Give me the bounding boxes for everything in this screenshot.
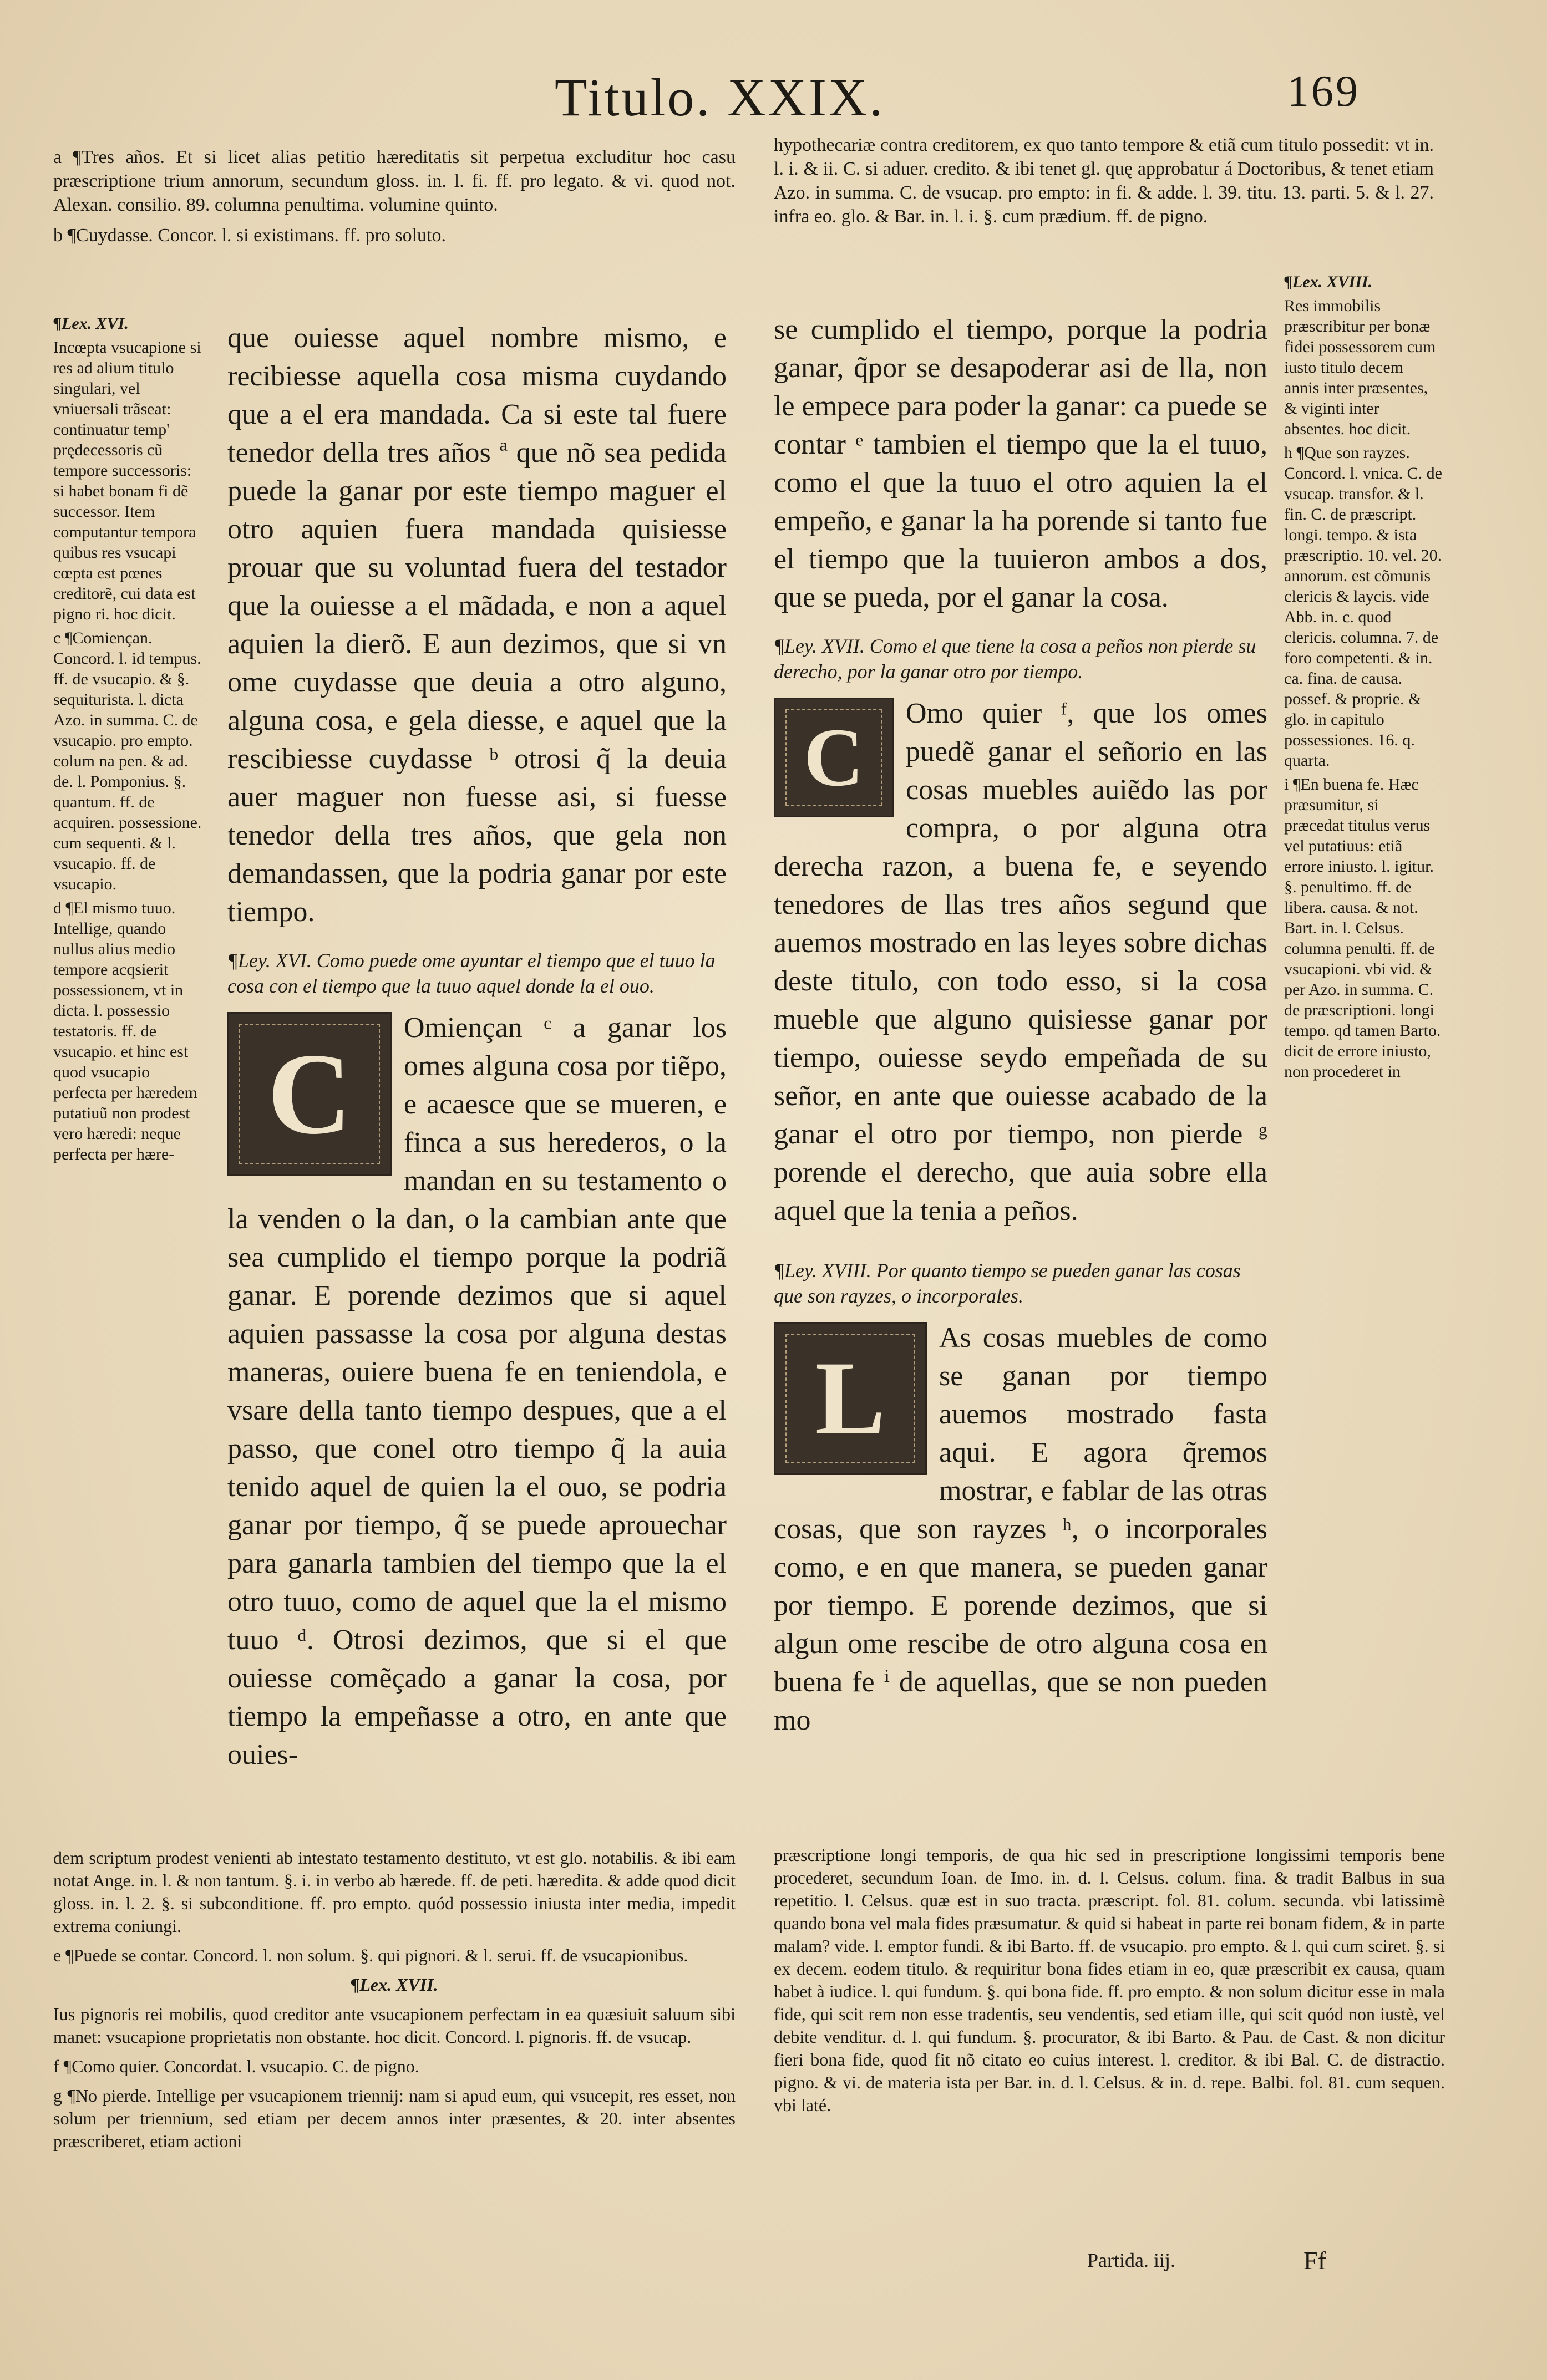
- top-gloss-right: hypothecariæ contra creditorem, ex quo tanto tempore & etiã cum titulo possedit: vt in. l. i. & ii. C. si aduer. credito. & ibi tenet gl. quę approbatur á Doctoribus, & tenet etiam Azo. in summa. C. de vsucap. pro empto: in fi. & adde. l. 39. titu. 13. parti. 5. & l. 27. infra eo. glo. & Bar. in. l. i. §. cum prædium. ff. de pigno.: [774, 135, 1434, 227]
- col1-paragraph-1: que ouiesse aquel nombre mismo, e recibiesse aquella cosa misma cuydando que a el era mandada. Ca si este tal fuere tenedor della tres años ª que nõ sea pedida puede la ganar por este tiempo maguer el otro aquien fuera mandada quisiesse prouar que su voluntad fuera del testador que la ouiesse a el mãdada, e non a aquel aquien la dierõ. E aun dezimos, que si vn ome cuydasse que deuia a otro alguno, alguna cosa, e gela diesse, e aquel que la rescibiesse cuydasse ᵇ otrosi q̃ la deuia auer maguer non fuesse asi, si fuesse tenedor della tres años, que gela non demandassen, que la podria ganar por este tiempo.: [227, 322, 727, 928]
- bottom-gloss-right: præscriptione longi temporis, de qua hic sed in prescriptione longissimi temporis bene procederet, secundum Ioan. de Imo. in. d. l. Celsus. colum. fina. & tradit Balbus in sua repetitio. l. Celsus. quæ est in suo tracta. præscript. fol. 81. colum. secunda. vbi latissimè quando bona vel mala fides præsumatur. & quid si habeat in parte rei bonam fidem, & in parte malam? vide. l. emptor fundi. & ibi Barto. ff. de vsucapio. pro empto. & l. qui cum sciret. §. si ex decem. eodem titulo. & requiritur bona fides etiam in eo, quæ præscribit ex causa, quam habet à iudice. l. qui fundum. §. qui bona fide. ff. pro empto. & non solum dicitur esse in mala fide, qui scit rem non esse tradentis, seu vendentis, sed etiam ille, qui scit quód non iustè, vel debite venditur. d. l. qui fundum. §. procurator, & ibi Barto. & Pau. de Cast. & non dicitur fieri bona fide, quod fit nõ citato eo cuius interest. l. creditor. & ibi Bal. C. de distractio. pigno. & vi. de materia ista per Bar. in. d. l. Celsus. & in. d. repe. Balbi. fol. 81. cum sequen. vbi laté.: [774, 1845, 1445, 2115]
- gloss-g: g ¶No pierde. Intellige per vsucapionem triennij: nam si apud eum, qui vsucepit, res esset, non solum per triennium, sed etiam per decem annos inter præsentes, & 20. inter absentes præscriberet, etiam actioni: [53, 2086, 736, 2151]
- left-margin-notes: [53, 313, 203, 1838]
- gloss-f: f ¶Como quier. Concordat. l. vsucapio. C. de pigno.: [53, 2056, 419, 2076]
- col2-paragraph-2: Omo quier ᶠ, que los omes puedẽ ganar el señorio en las cosas muebles auiẽdo las por compra, o por alguna otra derecha razon, a buena fe, e seyendo tenedores de llas tres años segund que auemos mostrado en las leyes sobre dichas deste titulo, con todo esso, si la cosa mueble que alguno quisiesse ganar por tiempo, ouiesse seydo empeñada de su señor, en ante que ouiesse acabado de la ganar el otro por tiempo, non pierde ᵍ porende el derecho, que auia sobre ella aquel que la tenia a peños.: [774, 698, 1267, 1227]
- col2-paragraph-1: se cumplido el tiempo, porque la podria ganar, q̃por se desapoderar asi de lla, non le empece para poder la ganar: ca puede se contar ᵉ tambien el tiempo que la el tuuo, como el que la tuuo el otro aquien la el empeño, e ganar la ha porende si tanto fue el tiempo que la tuuieron ambos a dos, que se pueda, por el ganar la cosa.: [774, 314, 1267, 613]
- gloss-c: c ¶Comiençan. Concord. l. id tempus. ff. de vsucapio. & §. sequiturista. l. dicta Azo. in summa. C. de vsucapio. pro empto. colum na pen. & ad. de. l. Pomponius. §. quantum. ff. de acquiren. possessione. cum sequenti. & l. vsucapio. ff. de vsucapio.: [53, 629, 202, 893]
- left-margin-rubric: ¶Lex. XVI.: [53, 314, 129, 333]
- gloss-e: e ¶Puede se contar. Concord. l. non solum. §. qui pignori. & l. serui. ff. de vsucapionibus.: [53, 1945, 688, 1965]
- gloss-b: b ¶Cuydasse. Concor. l. si existimans. ff. pro soluto.: [53, 225, 446, 246]
- col1-paragraph-2: Omiençan ᶜ a ganar los omes alguna cosa por tiẽpo, e acaesce que se mueren, e finca a sus herederos, o la mandan en su testamento o la venden o la dan, o la cambian ante que sea cumplido el tiempo porque la podriã ganar. E porende dezimos que si aquel aquien passasse la cosa por alguna destas maneras, ouiere buena fe en teniendola, e vsare della tanto tiempo despues, que a el passo, que conel otro tiempo q̃ la auia tenido aquel de quien la el ouo, se podria ganar por tiempo, q̃ se puede aprouechar para ganarla tambien del tiempo que la el otro tuuo, como de aquel que la el mismo tuuo ᵈ. Otrosi dezimos, que si el que ouiesse comẽçado a ganar la cosa, por tiempo la empeñasse a otro, en ante que ouies-: [227, 1012, 727, 1771]
- left-margin-summary: Incœpta vsucapione si res ad alium titulo singulari, vel vniuersali trãseat: continuatur temp' prędecessoris cũ tempore successoris: si habet bonam fi dẽ successor. Item computantur tempora quibus res vsucapi cœpta est pœnes creditorẽ, cui data est pigno ri. hoc dicit.: [53, 338, 201, 623]
- main-column-2: [774, 311, 1267, 1740]
- ley18-heading: ¶Ley. XVIII. Por quanto tiempo se pueden ganar las cosas que son rayzes, o incorporales.: [774, 1259, 1241, 1307]
- page-number: 169: [1287, 67, 1360, 116]
- gloss-i: i ¶En buena fe. Hæc præsumitur, si præcedat titulus verus vel putatiuus: etiã errore iniusto. l. igitur. §. penultimo. ff. de libera. causa. & not. Bart. in. l. Celsus. columna penulti. ff. de vsucapioni. vbi vid. & per Azo. in summa. C. de præscriptioni. longi tempo. qd tamen Barto. dicit de errore iniusto, non procederet in: [1284, 775, 1441, 1081]
- decorated-initial-c: C: [227, 1012, 392, 1176]
- right-margin-summary: Res immobilis præscribitur per bonæ fidei possessorem cum iusto titulo decem annis inter præsentes, & viginti inter absentes. hoc dicit.: [1284, 297, 1436, 438]
- right-margin-rubric: ¶Lex. XVIII.: [1284, 273, 1373, 291]
- running-title: Titulo. XXIX.: [555, 68, 885, 127]
- col2-paragraph-3: As cosas muebles de como se ganan por tiempo auemos mostrado fasta aqui. E agora q̃remos mostrar, e fablar de las otras cosas, que son rayzes ʰ, o incorporales como, e en que manera, se pueden ganar por tiempo. E porende dezimos, que si algun ome rescibe de otro alguna cosa en buena fe ⁱ de aquellas, que se non pueden mo: [774, 1322, 1267, 1736]
- main-column-1: [227, 319, 727, 1774]
- lex17-summary: Ius pignoris rei mobilis, quod creditor ante vsucapionem perfectam in ea quæsiuit saluum sibi manet: vsucapione proprietatis non obstante. hoc dicit. Concord. l. pignoris. ff. de vsucap.: [53, 2004, 736, 2047]
- gloss-h: h ¶Que son rayzes. Concord. l. vnica. C. de vsucap. transfor. & l. fin. C. de præscript. longi. tempo. & ista præscriptio. 10. vel. 20. annorum. est cõmunis clericis & laycis. vide Abb. in. c. quod clericis. columna. 7. de foro competenti. & in. ca. fina. de causa. possef. & proprie. & glo. in capitulo possessiones. 16. q. quarta.: [1284, 444, 1442, 770]
- bottom-gloss-left: [53, 1847, 736, 2159]
- gloss-d-continued: dem scriptum prodest venienti ab intestato testamento destituto, vt est glo. notabilis. & ibi eam notat Ange. in. l. & non tantum. §. i. in verbo ab hærede. ff. de peti. hæredita. & adde quod dicit gloss. in. l. 2. §. si subconditione. ff. pro empto. quód possessio iniusta inter media, impedit extrema coniungi.: [53, 1848, 736, 1936]
- footer-signature: Ff: [1303, 2246, 1326, 2275]
- top-gloss-left: [53, 145, 736, 254]
- ley17-heading: ¶Ley. XVII. Como el que tiene la cosa a peños non pierde su derecho, por la ganar otro por tiempo.: [774, 635, 1256, 683]
- right-margin-notes: [1284, 272, 1442, 1852]
- footer-part: Partida. iij.: [1087, 2249, 1175, 2271]
- gloss-a: a ¶Tres años. Et si licet alias petitio hæreditatis sit perpetua excluditur hoc casu præscriptione trium annorum, secundum gloss. in. l. fi. ff. pro legato. & vi. quod not. Alexan. consilio. 89. columna penultima. volumine quinto.: [53, 147, 736, 215]
- ley16-heading: ¶Ley. XVI. Como puede ome ayuntar el tiempo que el tuuo la cosa con el tiempo que la tuuo aquel donde la el ouo.: [227, 949, 716, 997]
- lex17-rubric: ¶Lex. XVII.: [351, 1975, 438, 1995]
- decorated-initial-c2: C: [774, 698, 894, 817]
- decorated-initial-l: L: [774, 1322, 927, 1475]
- gloss-d: d ¶El mismo tuuo. Intellige, quando nullus alius medio tempore acqsierit possessionem, vt in dicta. l. possessio testatoris. ff. de vsucapio. et hinc est quod vsucapio perfecta per hæredem putatiuũ non prodest vero hæredi: neque perfecta per hære-: [53, 899, 197, 1163]
